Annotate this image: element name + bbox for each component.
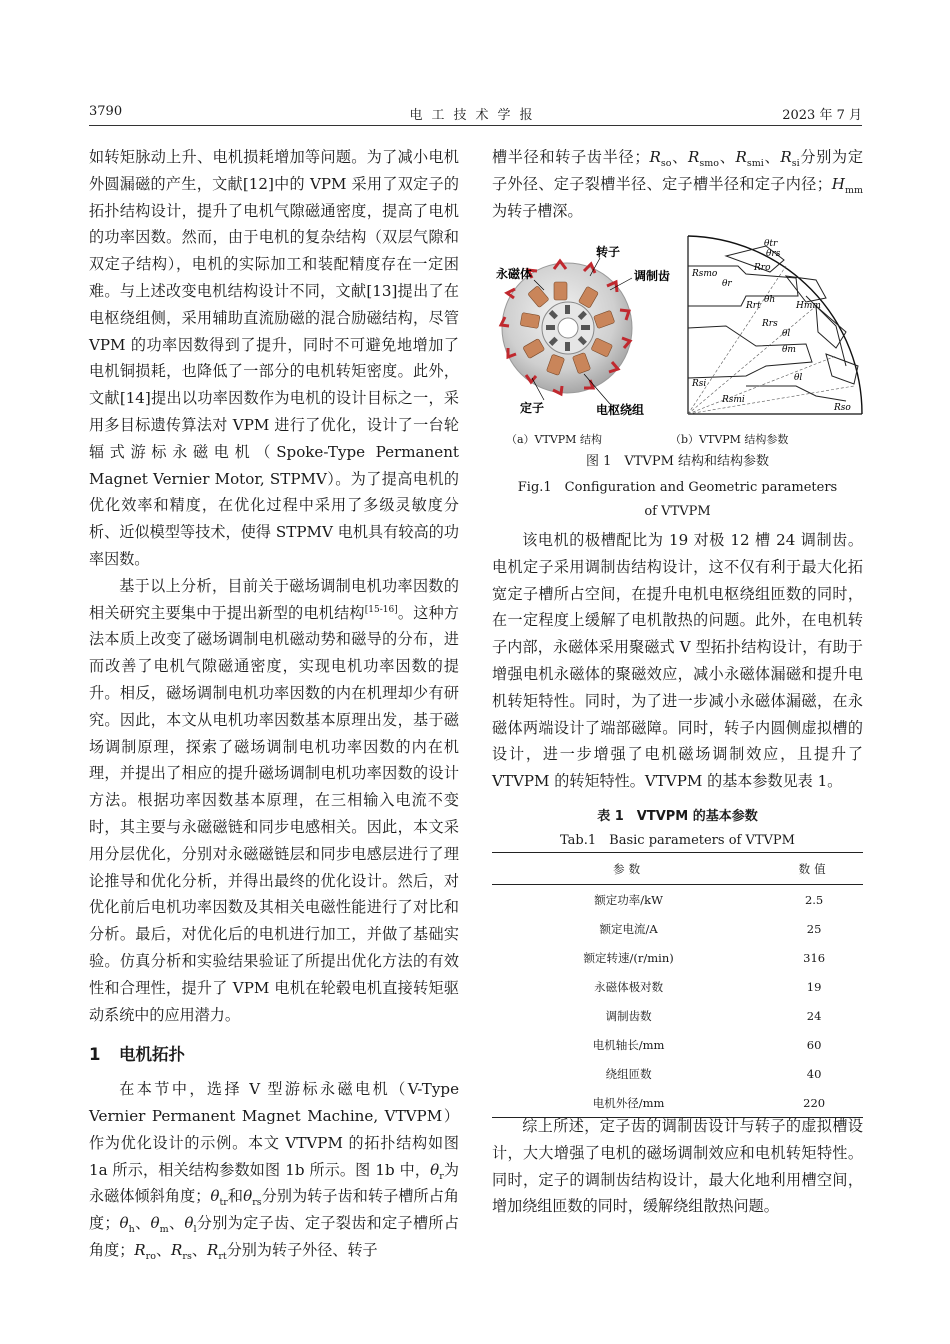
label-rotor: 转子 bbox=[596, 245, 621, 259]
table-row: 电机外径/mm 220 bbox=[492, 1088, 863, 1118]
paragraph: 该电机的极槽配比为 19 对极 12 槽 24 调制齿。电机定子采用调制齿结构设计，这不仅有利于最大化拓宽定子槽所占空间，在提升电机电枢绕组匝数的同时，在一定程度上缓解了电机散热的问题。此外，在电机转子内部，永磁体采用聚磁式 V 型拓扑结构设计，有助于增强电机永磁体的聚磁效应，减小永磁体漏磁和提升电机转矩特性。同时，为了进一步减小永磁体漏磁，在永磁体两端设计了端部磁障。同时，转子内圆侧虚拟槽的设计，进一步增强了电机磁场调制效应，且提升了 VTVPM 的转矩特性。VTVPM 的基本参数见表 1。 bbox=[492, 531, 863, 791]
label-theta-r: θr bbox=[722, 279, 732, 289]
journal-title: 电工技术学报 bbox=[409, 108, 542, 123]
section-title: 电机拓扑 bbox=[119, 1045, 185, 1065]
figure-caption-cn: 图 1 VTVPM 结构和结构参数 bbox=[585, 454, 770, 469]
figure-caption-en-2: of VTVPM bbox=[644, 504, 711, 519]
label-theta-l-top: θl bbox=[782, 329, 791, 339]
right-column-bottom bbox=[492, 1113, 863, 1220]
label-modulation-tooth: 调制齿 bbox=[634, 269, 671, 283]
parameters-table bbox=[492, 852, 863, 1118]
label-theta-m: θm bbox=[782, 345, 796, 355]
label-theta-rs: θrs bbox=[766, 249, 781, 259]
paragraph: 基于以上分析，目前关于磁场调制电机功率因数的相关研究主要集中于提出新型的电机结构[15-16]。这种方法本质上改变了磁场调制电机磁动势和磁导的分布，进而改善了电机气隙磁通密度，实现电机功率因数的提升。相反，磁场调制电机功率因数的内在机理却少有研究。因此，本文从电机功率因数基本原理出发，基于磁场调制原理，探索了磁场调制电机功率因数的内在机理，并提出了相应的提升磁场调制电机功率因数的设计方法。根据功率因数基本原理，在三相输入电流不变时，其主要与永磁磁链和同步电感相关。因此，本文采用分层优化，分别对永磁磁链层和同步电感层进行了理论推导和优化分析，并得出最终的优化设计。然后，对优化前后电机功率因数及其相关电磁性能进行了对比和分析。最后，对优化后的电机进行加工，并做了基础实验。仿真分析和实验结果验证了所提出优化方法的有效性和合理性，提升了 VPM 电机在轮毂电机直接转矩驱动系统中的应用潜力。 bbox=[89, 576, 459, 1024]
label-Rsmi: Rsmi bbox=[722, 395, 745, 405]
table-caption-cn: 表 1 VTVPM 的基本参数 bbox=[597, 809, 758, 824]
figure-caption-en: Fig.1 Configuration and Geometric parameters bbox=[517, 480, 838, 495]
table-row: 调制齿数 24 bbox=[605, 1008, 822, 1023]
table-row: 永磁体极对数 19 bbox=[594, 979, 822, 994]
table-row: 额定电流/A 25 bbox=[599, 921, 822, 936]
paragraph: 综上所述，定子齿的调制齿设计与转子的虚拟槽设计，大大增强了电机的磁场调制效应和电机转矩特性。同时，定子的调制齿结构设计，最大化地利用槽空间，增加绕组匝数的同时，缓解绕组散热问题。 bbox=[492, 1117, 863, 1216]
paragraph: 如转矩脉动上升、电机损耗增加等问题。为了减小电机外圆漏磁的产生，文献[12]中的 VPM 采用了双定子的拓扑结构设计，提升了电机气隙磁通密度，提高了电机的功率因数。然而，由于电机的复杂结构（双层气隙和双定子结构），电机的实际加工和装配精度存在一定困难。与上述改变电机结构设计不同，文献[13]提出了在电枢绕组侧，采用辅助直流励磁的混合励磁结构，尽管 VPM 的功率因数得到了提升，同时不可避免地增加了电机铜损耗，也降低了一部分的电机转矩密度。此外，文献[14]提出以功率因数作为电机的设计目标之一，采用多目标遗传算法对 VPM 进行了优化，设计了一台轮辐式游标永磁电机（Spoke-Type Permanent Magnet Vernier Motor, STPMV）。为了提高电机的优化效率和精度，在优化过程中采用了多级灵敏度分析、近似模型等技术，使得 STPMV 电机具有较高的功率因数。 bbox=[89, 148, 459, 568]
issue-date: 2023 年 7 月 bbox=[782, 108, 862, 123]
label-theta-tr: θtr bbox=[764, 239, 778, 249]
header-rule bbox=[89, 125, 862, 126]
label-Rso: Rso bbox=[834, 403, 851, 413]
page-number: 3790 bbox=[89, 104, 123, 119]
section-number: 1 bbox=[89, 1045, 101, 1065]
citation: [15-16] bbox=[364, 604, 398, 615]
right-column-middle bbox=[492, 527, 863, 795]
paragraph: 在本节中，选择 V 型游标永磁电机（V-Type Vernier Permanent Magnet Machine, VTVPM）作为优化设计的示例。本文 VTVPM 的拓扑结构如图 1a 所示，相关结构参数如图 1b 所示。图 1b 中，$\theta_r$为永磁体倾斜角度；$\theta_{tr}$和$\theta_{rs}$分别为转子齿和转子槽所占角度；$\theta_h$、$\theta_m$、$\theta_l$分别为定子齿、定子裂齿和定子槽所占角度；$R_{ro}$、$R_{rs}$、$R_{rt}$分别为转子外径、转子 bbox=[89, 1080, 459, 1263]
table-row: 绕组匝数 40 bbox=[605, 1066, 822, 1081]
header-value: 数值 bbox=[765, 853, 863, 885]
label-Hmm: Hmm bbox=[796, 301, 821, 311]
label-Rrs: Rrs bbox=[762, 319, 778, 329]
subcaption-b: （b）VTVPM 结构参数 bbox=[670, 433, 789, 446]
table-row: 电机轴长/mm 60 bbox=[592, 1037, 822, 1052]
header-param: 参数 bbox=[492, 853, 765, 885]
subcaption-a: （a）VTVPM 结构 bbox=[506, 433, 602, 446]
left-column bbox=[89, 144, 459, 1264]
figure-1 bbox=[492, 228, 863, 518]
table-row: 额定转速/(r/min) 316 bbox=[583, 950, 826, 965]
label-theta-l: θl bbox=[794, 373, 803, 383]
page-header bbox=[89, 104, 862, 124]
label-Rsi: Rsi bbox=[692, 379, 707, 389]
label-Rro: Rro bbox=[754, 263, 771, 273]
label-Rsmo: Rsmo bbox=[692, 269, 718, 279]
paragraph: 槽半径和转子齿半径；$R_{so}$、$R_{smo}$、$R_{smi}$、$R_{si}$分别为定子外径、定子裂槽半径、定子槽半径和定子内径；$H_{mm}$为转子槽深。 bbox=[492, 148, 863, 220]
right-column-top bbox=[492, 144, 863, 224]
label-permanent-magnet: 永磁体 bbox=[496, 267, 533, 281]
table-header-row bbox=[492, 853, 863, 885]
shaft-bore bbox=[558, 318, 578, 338]
figure-1a-motor-structure bbox=[492, 228, 863, 438]
section-heading bbox=[89, 1042, 459, 1068]
figure-1b-parameters bbox=[688, 236, 862, 414]
label-theta-h: θh bbox=[764, 295, 776, 305]
label-armature-winding: 电枢绕组 bbox=[596, 403, 645, 417]
label-stator: 定子 bbox=[520, 401, 545, 415]
table-caption-en: Tab.1 Basic parameters of VTVPM bbox=[560, 833, 795, 848]
label-Rrt: Rrt bbox=[746, 301, 761, 311]
table-row: 额定功率/kW 2.5 bbox=[594, 892, 824, 907]
